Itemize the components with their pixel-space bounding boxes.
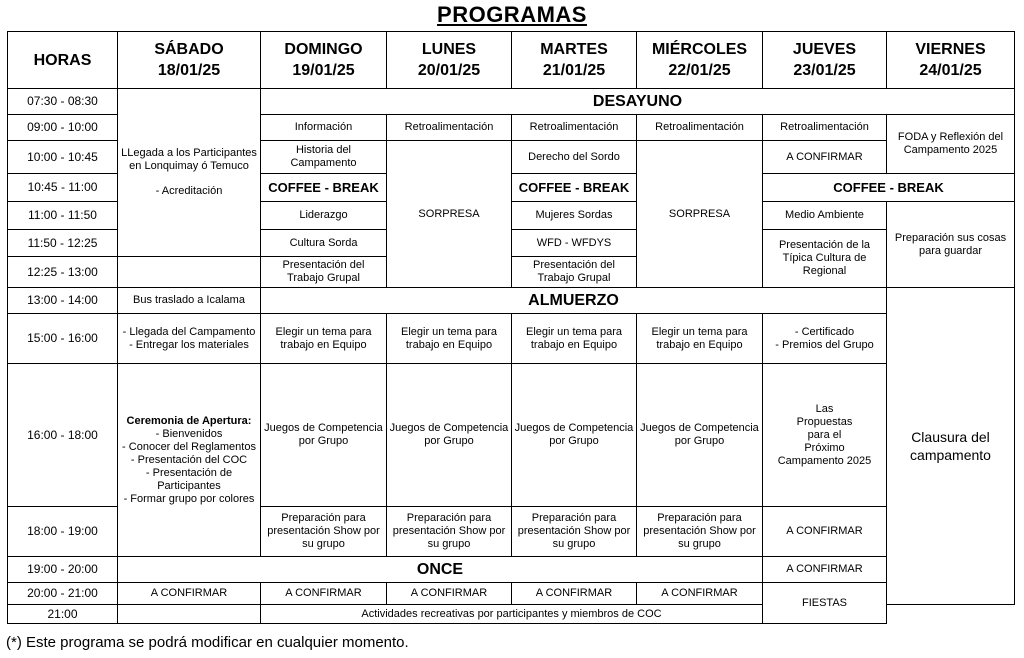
table-row	[8, 364, 1015, 507]
date-label: 21/01/25	[542, 62, 606, 79]
schedule-cell: Elegir un tema para trabajo en Equipo	[512, 314, 637, 364]
schedule-cell: Juegos de Competencia por Grupo	[512, 364, 637, 507]
day-label: LUNES	[421, 41, 477, 58]
date-label: 23/01/25	[793, 62, 856, 79]
certificado-line: - Certificado	[794, 325, 855, 338]
date-label: 19/01/25	[292, 62, 355, 79]
propuestas-line: Las	[815, 402, 834, 415]
schedule-cell: Preparación para presentación Show por su grupo	[261, 507, 387, 557]
schedule-cell: A CONFIRMAR	[763, 141, 887, 174]
footnote: (*) Este programa se podrá modificar en cualquier momento.	[6, 634, 409, 651]
ceremonia-item: - Formar grupo por colores	[123, 492, 255, 505]
hour-cell: 10:00 - 10:45	[8, 141, 118, 174]
coffee-break-cell: COFFEE - BREAK	[512, 174, 637, 202]
schedule-cell: Juegos de Competencia por Grupo	[387, 364, 512, 507]
header-jueves	[763, 32, 887, 89]
hour-cell: 11:00 - 11:50	[8, 202, 118, 230]
schedule-cell: Elegir un tema para trabajo en Equipo	[261, 314, 387, 364]
date-label: 22/01/25	[668, 62, 731, 79]
ceremonia-item: - Conocer del Reglamentos	[122, 440, 256, 453]
header-miercoles	[637, 32, 763, 89]
schedule-cell: Liderazgo	[261, 202, 387, 230]
schedule-cell: Elegir un tema para trabajo en Equipo	[637, 314, 763, 364]
table-row	[8, 557, 1015, 583]
hour-cell: 13:00 - 14:00	[8, 288, 118, 314]
hour-cell: 18:00 - 19:00	[8, 507, 118, 557]
schedule-cell: Juegos de Competencia por Grupo	[261, 364, 387, 507]
clausura-cell: Clausura del campamento	[887, 288, 1015, 605]
schedule-cell: Preparación para presentación Show por su grupo	[637, 507, 763, 557]
day-label: MARTES	[540, 41, 608, 58]
materiales-line: - Entregar los materiales	[129, 338, 249, 351]
date-label: 24/01/25	[919, 62, 982, 79]
foda-cell: FODA y Reflexión del Campamento 2025	[887, 115, 1015, 174]
table-row	[8, 314, 1015, 364]
schedule-cell: Retroalimentación	[763, 115, 887, 141]
hour-cell: 21:00	[8, 605, 118, 624]
hour-cell: 20:00 - 21:00	[8, 583, 118, 605]
hour-cell: 07:30 - 08:30	[8, 89, 118, 115]
schedule-cell: Retroalimentación	[387, 115, 512, 141]
certificado-cell	[763, 314, 887, 364]
premios-line: - Premios del Grupo	[775, 338, 874, 351]
schedule-cell: A CONFIRMAR	[387, 583, 512, 605]
day-label: VIERNES	[915, 41, 986, 58]
propuestas-line: para el	[807, 428, 842, 441]
header-horas: HORAS	[8, 32, 118, 89]
schedule-cell: Cultura Sorda	[261, 230, 387, 257]
schedule-cell: Presentación del Trabajo Grupal	[261, 257, 387, 288]
header-lunes	[387, 32, 512, 89]
schedule-cell: A CONFIRMAR	[763, 557, 887, 583]
table-row	[8, 288, 1015, 314]
schedule-cell: Retroalimentación	[512, 115, 637, 141]
ceremonia-item: - Presentación de Participantes	[145, 466, 233, 492]
header-row	[8, 32, 1015, 89]
table-row	[8, 583, 1015, 605]
schedule-cell	[118, 257, 261, 288]
coffee-break-cell: COFFEE - BREAK	[763, 174, 1015, 202]
day-label: DOMINGO	[284, 41, 363, 58]
day-label: SÁBADO	[154, 41, 224, 58]
day-label: MIÉRCOLES	[651, 41, 748, 58]
accreditation-text: - Acreditación	[155, 185, 223, 197]
almuerzo-cell: ALMUERZO	[261, 288, 887, 314]
schedule-cell: Elegir un tema para trabajo en Equipo	[387, 314, 512, 364]
hour-cell: 12:25 - 13:00	[8, 257, 118, 288]
header-martes	[512, 32, 637, 89]
schedule-cell	[118, 605, 261, 624]
desayuno-cell: DESAYUNO	[261, 89, 1015, 115]
llegada-cell	[118, 314, 261, 364]
sorpresa-cell: SORPRESA	[387, 141, 512, 288]
fiestas-cell: FIESTAS	[763, 583, 887, 624]
hour-cell: 16:00 - 18:00	[8, 364, 118, 507]
schedule-cell: Derecho del Sordo	[512, 141, 637, 174]
day-label: JUEVES	[792, 41, 857, 58]
bus-cell: Bus traslado a Icalama	[118, 288, 261, 314]
schedule-cell: Preparación para presentación Show por su grupo	[512, 507, 637, 557]
schedule-cell: A CONFIRMAR	[763, 507, 887, 557]
ceremonia-item: - Bienvenidos	[155, 427, 223, 440]
propuestas-line: Campamento 2025	[777, 454, 872, 467]
ceremonia-title: Ceremonia de Apertura:	[126, 414, 252, 427]
schedule-cell: A CONFIRMAR	[637, 583, 763, 605]
ceremonia-cell	[118, 364, 261, 557]
header-viernes	[887, 32, 1015, 89]
llegada-line: - Llegada del Campamento	[122, 325, 256, 338]
hour-cell: 15:00 - 16:00	[8, 314, 118, 364]
schedule-cell: A CONFIRMAR	[118, 583, 261, 605]
schedule-cell: Historia del Campamento	[261, 141, 387, 174]
date-label: 20/01/25	[417, 62, 481, 79]
schedule-cell: Preparación para presentación Show por su grupo	[387, 507, 512, 557]
schedule-cell: A CONFIRMAR	[512, 583, 637, 605]
ceremonia-item: - Presentación del COC	[130, 453, 248, 466]
propuestas-line: Propuestas	[796, 415, 853, 428]
propuestas-line: Próximo	[804, 441, 845, 454]
hour-cell: 10:45 - 11:00	[8, 174, 118, 202]
sorpresa-cell: SORPRESA	[637, 141, 763, 288]
schedule-cell: Información	[261, 115, 387, 141]
actividades-cell: Actividades recreativas por participantes y miembros de COC	[261, 605, 763, 624]
propuestas-cell	[763, 364, 887, 507]
hour-cell: 11:50 - 12:25	[8, 230, 118, 257]
date-label: 18/01/25	[157, 62, 221, 79]
schedule-table	[7, 31, 1015, 624]
schedule-cell: Presentación de la Típica Cultura de Regional	[763, 230, 887, 288]
schedule-cell: Medio Ambiente	[763, 202, 887, 230]
once-cell: ONCE	[118, 557, 763, 583]
page-title: PROGRAMAS	[437, 2, 587, 27]
schedule-cell: Presentación del Trabajo Grupal	[512, 257, 637, 288]
schedule-cell: Retroalimentación	[637, 115, 763, 141]
schedule-cell: A CONFIRMAR	[261, 583, 387, 605]
sabado-morning-cell	[118, 89, 261, 257]
preparacion-cosas-cell: Preparación sus cosas para guardar	[887, 202, 1015, 288]
arrival-text: LLegada a los Participantes en Lonquimay ó Temuco	[121, 147, 257, 172]
coffee-break-cell: COFFEE - BREAK	[261, 174, 387, 202]
header-sabado	[118, 32, 261, 89]
schedule-cell: Juegos de Competencia por Grupo	[637, 364, 763, 507]
table-row	[8, 89, 1015, 115]
hour-cell: 19:00 - 20:00	[8, 557, 118, 583]
hour-cell: 09:00 - 10:00	[8, 115, 118, 141]
schedule-cell: WFD - WFDYS	[512, 230, 637, 257]
header-domingo	[261, 32, 387, 89]
schedule-cell: Mujeres Sordas	[512, 202, 637, 230]
